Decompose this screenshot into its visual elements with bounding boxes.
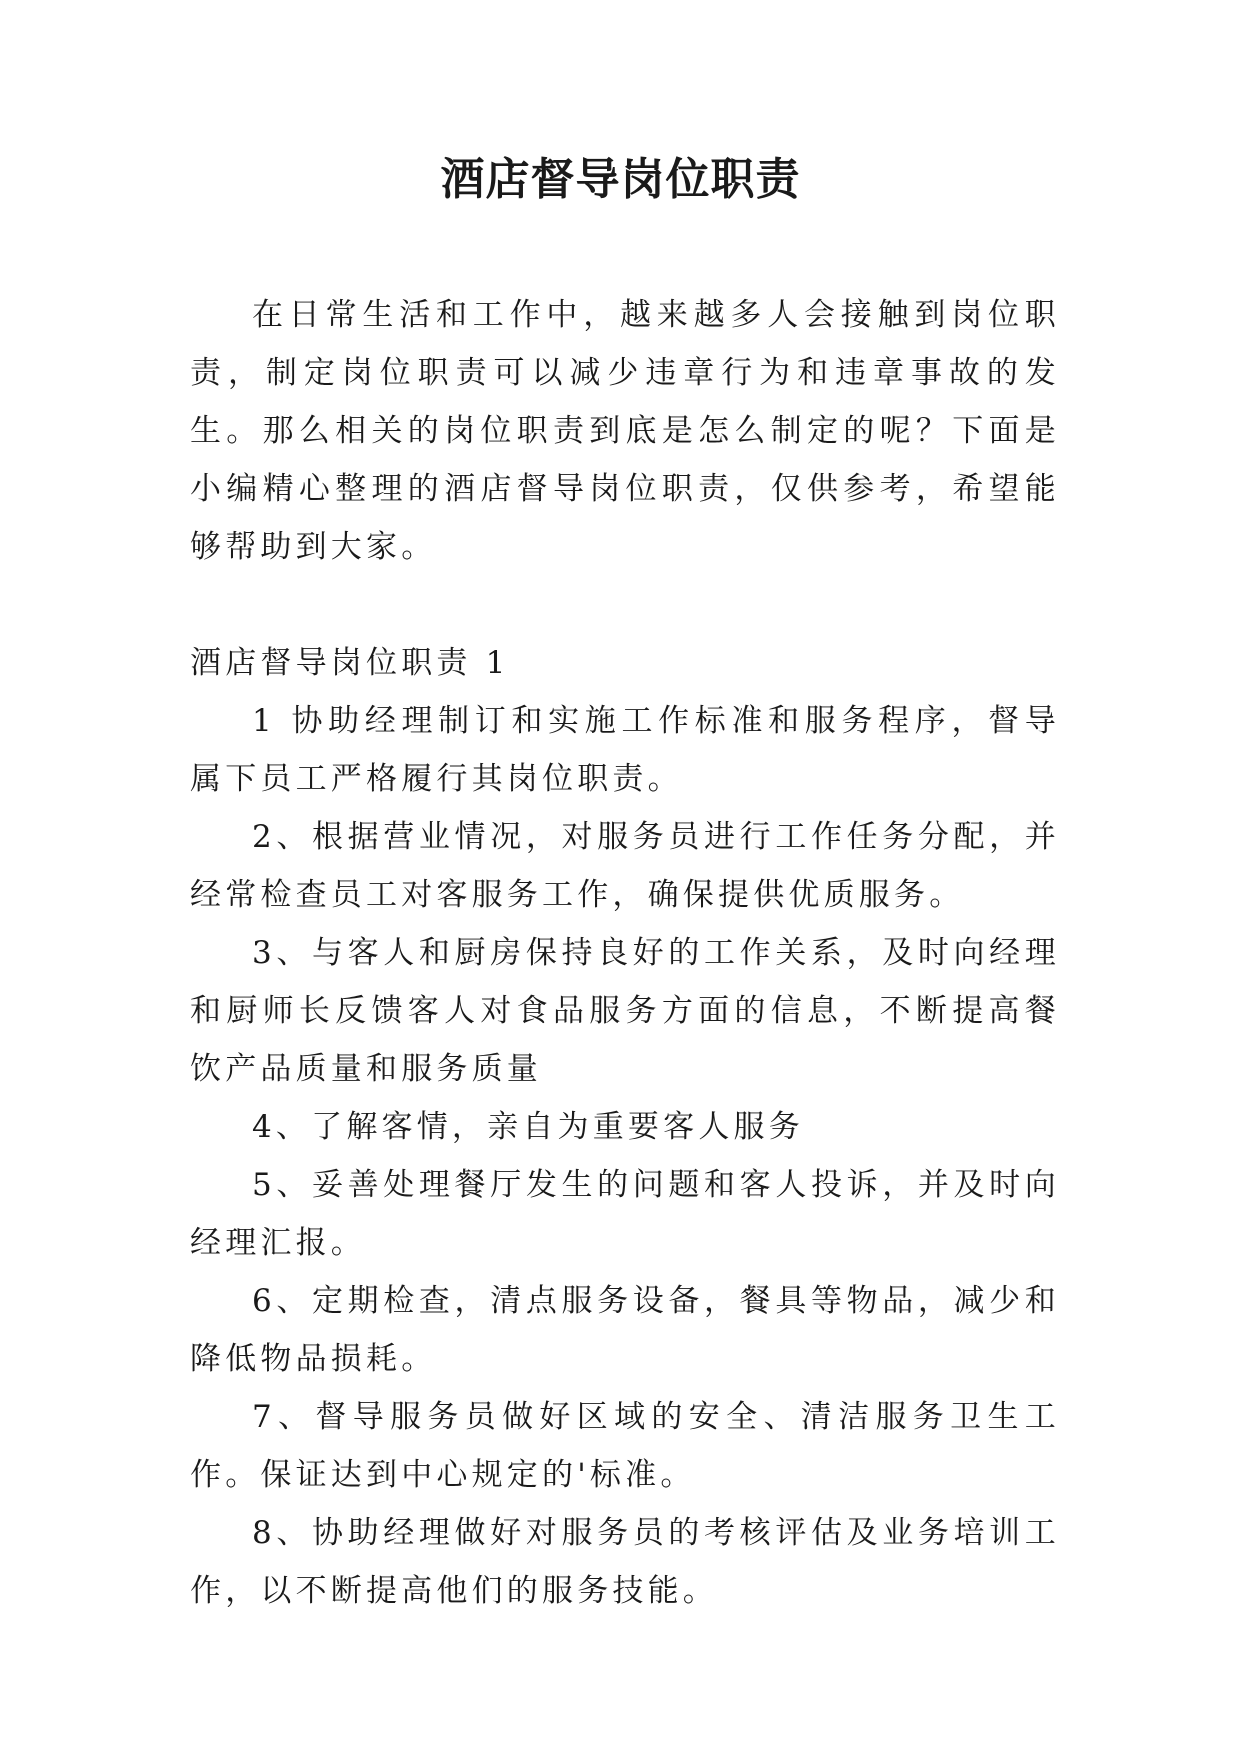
duty-item-4: 4、了解客情，亲自为重要客人服务	[252, 1109, 804, 1145]
document-body	[190, 286, 1060, 1620]
duty-item-7: 7、督导服务员做好区域的安全、清洁服务卫生工作。保证达到中心规定的'标准。	[190, 1399, 1060, 1493]
duty-item-1: 1 协助经理制订和实施工作标准和服务程序，督导属下员工严格履行其岗位职责。	[190, 703, 1060, 797]
duty-item-5: 5、妥善处理餐厅发生的问题和客人投诉，并及时向经理汇报。	[190, 1167, 1060, 1261]
duty-item-8: 8、协助经理做好对服务员的考核评估及业务培训工作，以不断提高他们的服务技能。	[190, 1515, 1060, 1609]
document-title: 酒店督导岗位职责	[440, 154, 801, 205]
section-heading: 酒店督导岗位职责 1	[190, 645, 510, 681]
duty-item-3: 3、与客人和厨房保持良好的工作关系，及时向经理和厨师长反馈客人对食品服务方面的信息，不断提高餐饮产品质量和服务质量	[190, 935, 1060, 1087]
duty-item-6: 6、定期检查，清点服务设备，餐具等物品，减少和降低物品损耗。	[190, 1283, 1060, 1377]
intro-paragraph: 在日常生活和工作中，越来越多人会接触到岗位职责，制定岗位职责可以减少违章行为和违章事故的发生。那么相关的岗位职责到底是怎么制定的呢？下面是小编精心整理的酒店督导岗位职责，仅供参考，希望能够帮助到大家。	[190, 297, 1060, 565]
duty-item-2: 2、根据营业情况，对服务员进行工作任务分配，并经常检查员工对客服务工作，确保提供优质服务。	[190, 819, 1060, 913]
